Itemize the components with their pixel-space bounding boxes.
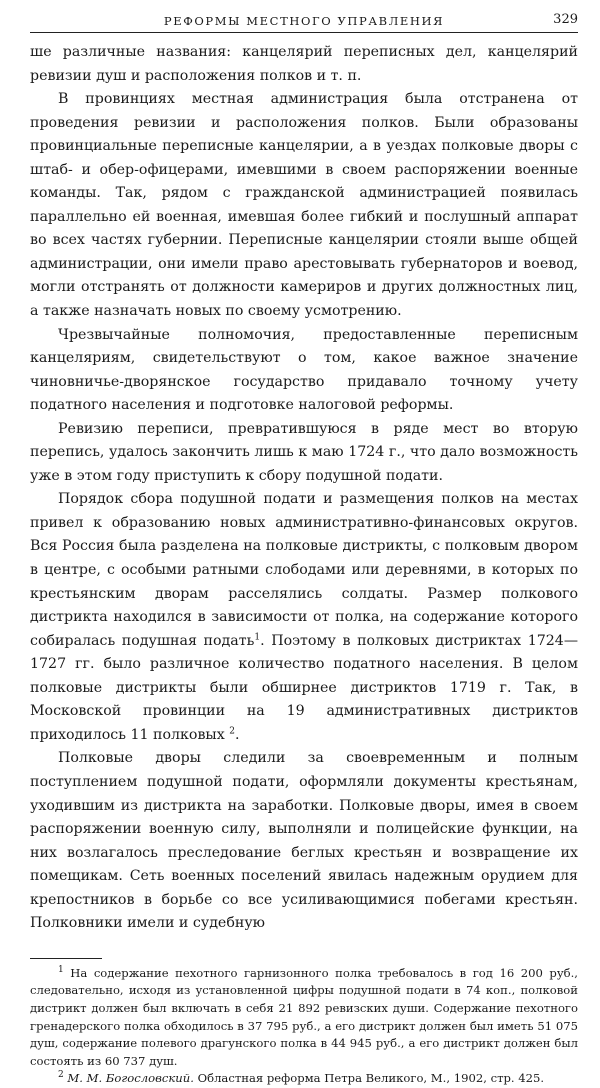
running-title: РЕФОРМЫ МЕСТНОГО УПРАВЛЕНИЯ — [163, 14, 445, 28]
page-number: 329 — [553, 12, 578, 27]
footnote-marker: 1 — [58, 964, 64, 975]
footnotes — [30, 965, 578, 1088]
running-head — [30, 10, 578, 33]
footnote-ref-1[interactable]: 1 — [254, 631, 261, 642]
body-text — [30, 41, 578, 936]
paragraph-continued: ше различные названия: канцелярий переписных дел, канцелярий ревизии душ и расположения полков и т. п. — [30, 44, 578, 84]
paragraph-text: . Поэтому в полковых дистриктах 1724—1727 гг. было различное количество податного населения. В целом полковые дистрикты были обширнее дистриктов 1719 г. Так, в Московской провинции на 19 административных дистриктов приходилось 11 полковых — [30, 632, 579, 743]
footnote-divider — [30, 958, 102, 959]
paragraph: Чрезвычайные полномочия, предоставленные переписным канцеляриям, свидетельствуют о том, какое важное значение чиновничье-дворянское государство придавало точному учету податного населения и подготовке налоговой реформы. — [30, 326, 578, 414]
footnote-author: М. М. Богословский. — [67, 1071, 194, 1086]
paragraph: Ревизию переписи, превратившуюся в ряде мест во вторую перепись, удалось закончить лишь к маю 1724 г., что дало возможность уже в этом году приступить к сбору подушной подати. — [30, 420, 578, 484]
paragraph-with-footnotes — [30, 488, 578, 747]
footnote-1 — [30, 965, 578, 1071]
book-page — [30, 10, 579, 1086]
paragraph-text: . — [234, 726, 240, 743]
paragraph: Полковые дворы следили за своевременным и полным поступлением подушной подати, оформляли документы крестьянам, уходившим из дистрикта на заработки. Полковые дворы, имея в своем распоряжении военную силу, выполняли и полицейские функции, на них возлагалось преследование беглых крестьян и возвращение их помещикам. Сеть военных поселений явилась надежным орудием для крепостников в борьбе со все усиливающимися побегами крестьян. Полковники имели и судебную — [30, 750, 578, 932]
footnote-ref-2[interactable]: 2 — [229, 726, 235, 737]
footnote-text: Областная реформа Петра Великого, М., 1902, стр. 425. — [197, 1071, 545, 1086]
footnote-marker: 2 — [58, 1070, 64, 1081]
paragraph-text: Порядок сбора подушной подати и размещения полков на местах привел к образованию новых административно-финансовых округов. Вся Россия была разделена на полковые дистрикты, с полковым двором в центре, с особыми ратными слободами или деревнями, в которых по крестьянским дворам расселялись солдаты. Размер полкового дистрикта находился в зависимости от полка, на содержание которого собиралась подушная подать — [30, 491, 578, 649]
footnote-text: На содержание пехотного гарнизонного полка требовалось в год 16 200 руб., следовательно, исходя из установленной цифры подушной подати в 74 коп., полковой дистрикт должен был включать в себя 21 892 ревизских души. Содержание пехотного гренадерского полка обходилось в 37 795 руб., а его дистрикт должен был иметь 51 075 душ, содержание полевого драгунского полка в 44 945 руб., а его дистрикт должен был состоять из 60 737 душ. — [30, 965, 578, 1068]
paragraph: В провинциях местная администрация была отстранена от проведения ревизии и расположения полков. Были образованы провинциальные переписные канцелярии, а в уездах полковые дворы с штаб- и обер-офицерами, имевшими в своем распоряжении военные команды. Так, рядом с гражданской администрацией появилась параллельно ей военная, имевшая более гибкий и послушный аппарат во всех частях губернии. Переписные канцелярии стояли выше общей администрации, они имели право арестовывать губернаторов и воевод, могли отстранять от должности камериров и других должностных лиц, а также назначать новых по своему усмотрению. — [30, 91, 578, 320]
footnote-2 — [30, 1070, 578, 1088]
